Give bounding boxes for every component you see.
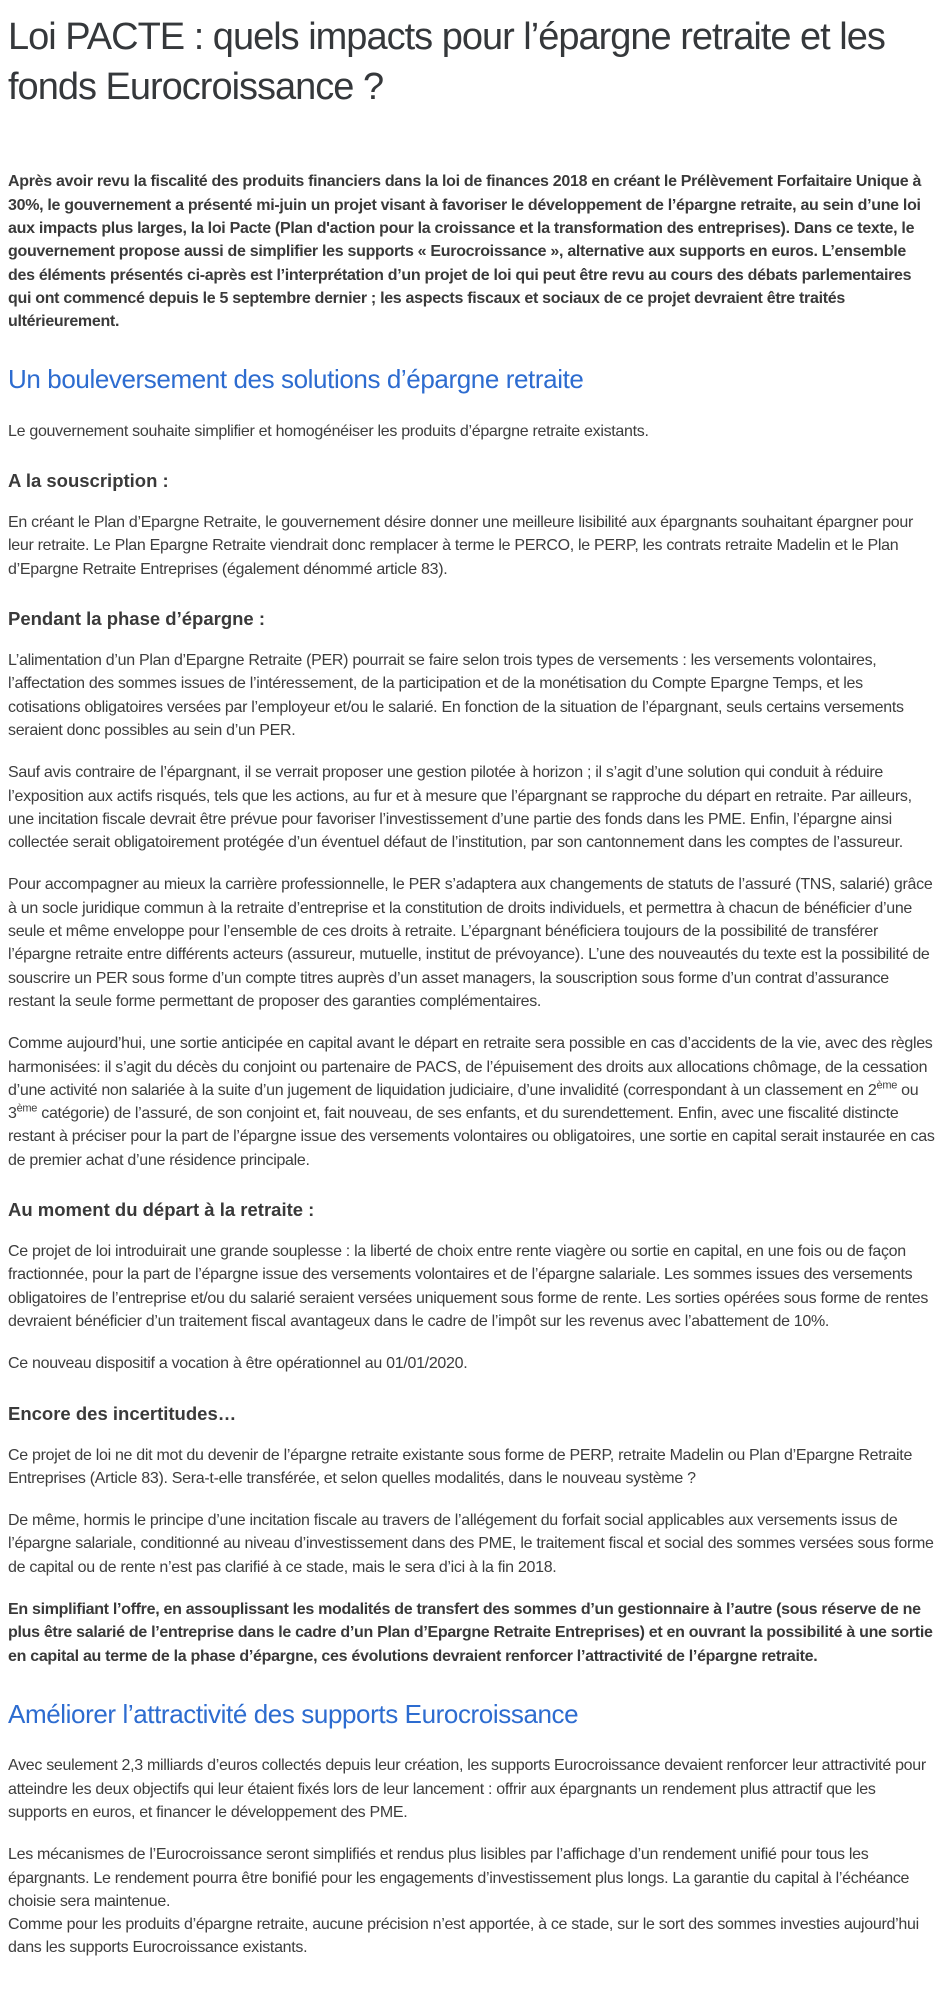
paragraph: Les mécanismes de l’Eurocroissance seront simplifiés et rendus plus lisibles par l’affichage d’un rendement unifié pour tous les épargnants. Le rendement pourra être bonifié pour les engagements d’investissement plus longs. La garantie du capital à l’échéance choisie sera maintenue. Comme pour les produits d’épargne retraite, aucune précision n’est apportée, à ce stade, sur le sort des sommes investies aujourd’hui dans les supports Eurocroissance existants. [8, 1846, 919, 1957]
superscript: ème [876, 1079, 898, 1092]
paragraph: Avec seulement 2,3 milliards d’euros collectés depuis leur création, les supports Eurocroissance devaient renforcer leur attractivité pour atteindre les deux objectifs qui leur étaient fixés lors de leur lancement : offrir aux épargnants un rendement plus attractif que les supports en euros, et financer le développement des PME. [8, 1757, 926, 1821]
subheading: Au moment du départ à la retraite : [8, 1199, 315, 1221]
paragraph: En créant le Plan d’Epargne Retraite, le gouvernement désire donner une meilleure lisibilité aux épargnants souhaitant épargner pour leur retraite. Le Plan Epargne Retraite viendrait donc remplacer à terme le PERCO, le PERP, les contrats retraite Madelin et le Plan d’Epargne Retraite Entreprises (également dénommé article 83). [8, 514, 913, 578]
article-body [8, 363, 936, 1959]
article-meta-line [8, 124, 936, 142]
paragraph: Le gouvernement souhaite simplifier et homogénéiser les produits d’épargne retraite existants. [8, 422, 649, 440]
subheading: Encore des incertitudes… [8, 1402, 237, 1424]
superscript: ème [16, 1102, 38, 1115]
paragraph: Ce projet de loi introduirait une grande souplesse : la liberté de choix entre rente viagère ou sortie en capital, en une fois ou de façon fractionnée, pour la part de l’épargne issue des versements volontaires et de l’épargne salariale. Les sommes issues des versements obligatoires de l’entreprise et/ou du salarié seraient versées uniquement sous forme de rente. Les sorties opérées sous forme de rentes devraient bénéficier d’un traitement fiscal avantageux dans le cadre de l’impôt sur les revenus avec l’abattement de 10%. [8, 1243, 929, 1330]
paragraph: Comme aujourd’hui, une sortie anticipée en capital avant le départ en retraite sera possible en cas d’accidents de la vie, avec des règles harmonisées: il s’agit du décès du conjoint ou partenaire de PACS, de l’épuisement des droits aux allocations chômage, de la cessation d’une activité non salariée à la suite d’un jugement de liquidation judiciaire, d’une invalidité (correspondant à un classement en 2ème ou 3ème catégorie) de l’assuré, de son conjoint et, fait nouveau, de ses enfants, et du surendettement. Enfin, avec une fiscalité distincte restant à préciser pour la part de l’épargne issue des versements volontaires ou obligatoires, une sortie en capital serait instaurée en cas de premier achat d’une résidence principale. [8, 1035, 935, 1169]
intro-paragraph: Après avoir revu la fiscalité des produits financiers dans la loi de finances 2018 en créant le Prélèvement Forfaitaire Unique à 30%, le gouvernement a présenté mi-juin un projet visant à favoriser le développement de l’épargne retraite, au sein d’une loi aux impacts plus larges, la loi Pacte (Plan d'action pour la croissance et la transformation des entreprises). Dans ce texte, le gouvernement propose aussi de simplifier les supports « Eurocroissance », alternative aux supports en euros. L’ensemble des éléments présentés ci-après est l’interprétation d’un projet de loi qui peut être revu au cours des débats parlementaires qui ont commencé depuis le 5 septembre dernier ; les aspects fiscaux et sociaux de ce projet devraient être traités ultérieurement. [8, 173, 922, 331]
paragraph: L’alimentation d’un Plan d’Epargne Retraite (PER) pourrait se faire selon trois types de versements : les versements volontaires, l’affectation des sommes issues de l’intéressement, de la participation et de la monétisation du Compte Epargne Temps, et les cotisations obligatoires versées par l’employeur et/ou le salarié. En fonction de la situation de l’épargnant, seuls certains versements seraient donc possibles au sein d’un PER. [8, 652, 904, 739]
section-heading: Améliorer l’attractivité des supports Eurocroissance [8, 1698, 579, 1729]
subheading: Pendant la phase d’épargne : [8, 608, 266, 630]
section-heading: Un bouleversement des solutions d’épargne retraite [8, 364, 584, 395]
paragraph: Pour accompagner au mieux la carrière professionnelle, le PER s’adaptera aux changements de statuts de l’assuré (TNS, salarié) grâce à un socle juridique commun à la retraite d’entreprise et la constitution de droits individuels, et permettra à chacun de bénéficier d’une seule et même enveloppe pour l’ensemble de ces droits à retraite. L’épargnant bénéficiera toujours de la possibilité de transférer l’épargne retraite entre différents acteurs (assureur, mutuelle, institut de prévoyance). L’une des nouveautés du texte est la possibilité de souscrire un PER sous forme d’un compte titres auprès d’un asset managers, la souscription sous forme d’un contrat d’assurance restant la seule forme permettant de proposer des garanties complémentaires. [8, 876, 933, 1010]
paragraph: De même, hormis le principe d’une incitation fiscale au travers de l’allégement du forfait social applicables aux versements issus de l’épargne salariale, conditionné au niveau d’investissement dans des PME, le traitement fiscal et social des sommes versées sous forme de capital ou de rente n’est pas clarifié à ce stade, mais le sera d’ici à la fin 2018. [8, 1512, 934, 1576]
subheading: A la souscription : [8, 470, 169, 492]
paragraph: Ce projet de loi ne dit mot du devenir de l’épargne retraite existante sous forme de PERP, retraite Madelin ou Plan d’Epargne Retraite Entreprises (Article 83). Sera-t-elle transférée, et selon quelles modalités, dans le nouveau système ? [8, 1446, 913, 1487]
paragraph-bold: En simplifiant l’offre, en assouplissant les modalités de transfert des sommes d’un gestionnaire à l’autre (sous réserve de ne plus être salarié de l’entreprise dans le cadre d’un Plan d’Epargne Retraite Entreprises) et en ouvrant la possibilité à une sortie en capital au terme de la phase d’épargne, ces évolutions devraient renforcer l’attractivité de l’épargne retraite. [8, 1600, 933, 1665]
paragraph: Sauf avis contraire de l’épargnant, il se verrait proposer une gestion pilotée à horizon ; il s’agit d’une solution qui conduit à réduire l’exposition aux actifs risqués, tels que les actions, au fur et à mesure que l’épargnant se rapproche du départ en retraite. Par ailleurs, une incitation fiscale devrait être prévue pour favoriser l’investissement d’une partie des fonds dans les PME. Enfin, l’épargne ainsi collectée serait obligatoirement protégée d’un éventuel défaut de l’institution, par son cantonnement dans les comptes de l’assureur. [8, 764, 912, 852]
page-title: Loi PACTE : quels impacts pour l’épargne retraite et les fonds Eurocroissance ? [8, 16, 885, 109]
paragraph: Ce nouveau dispositif a vocation à être opérationnel au 01/01/2020. [8, 1355, 468, 1373]
